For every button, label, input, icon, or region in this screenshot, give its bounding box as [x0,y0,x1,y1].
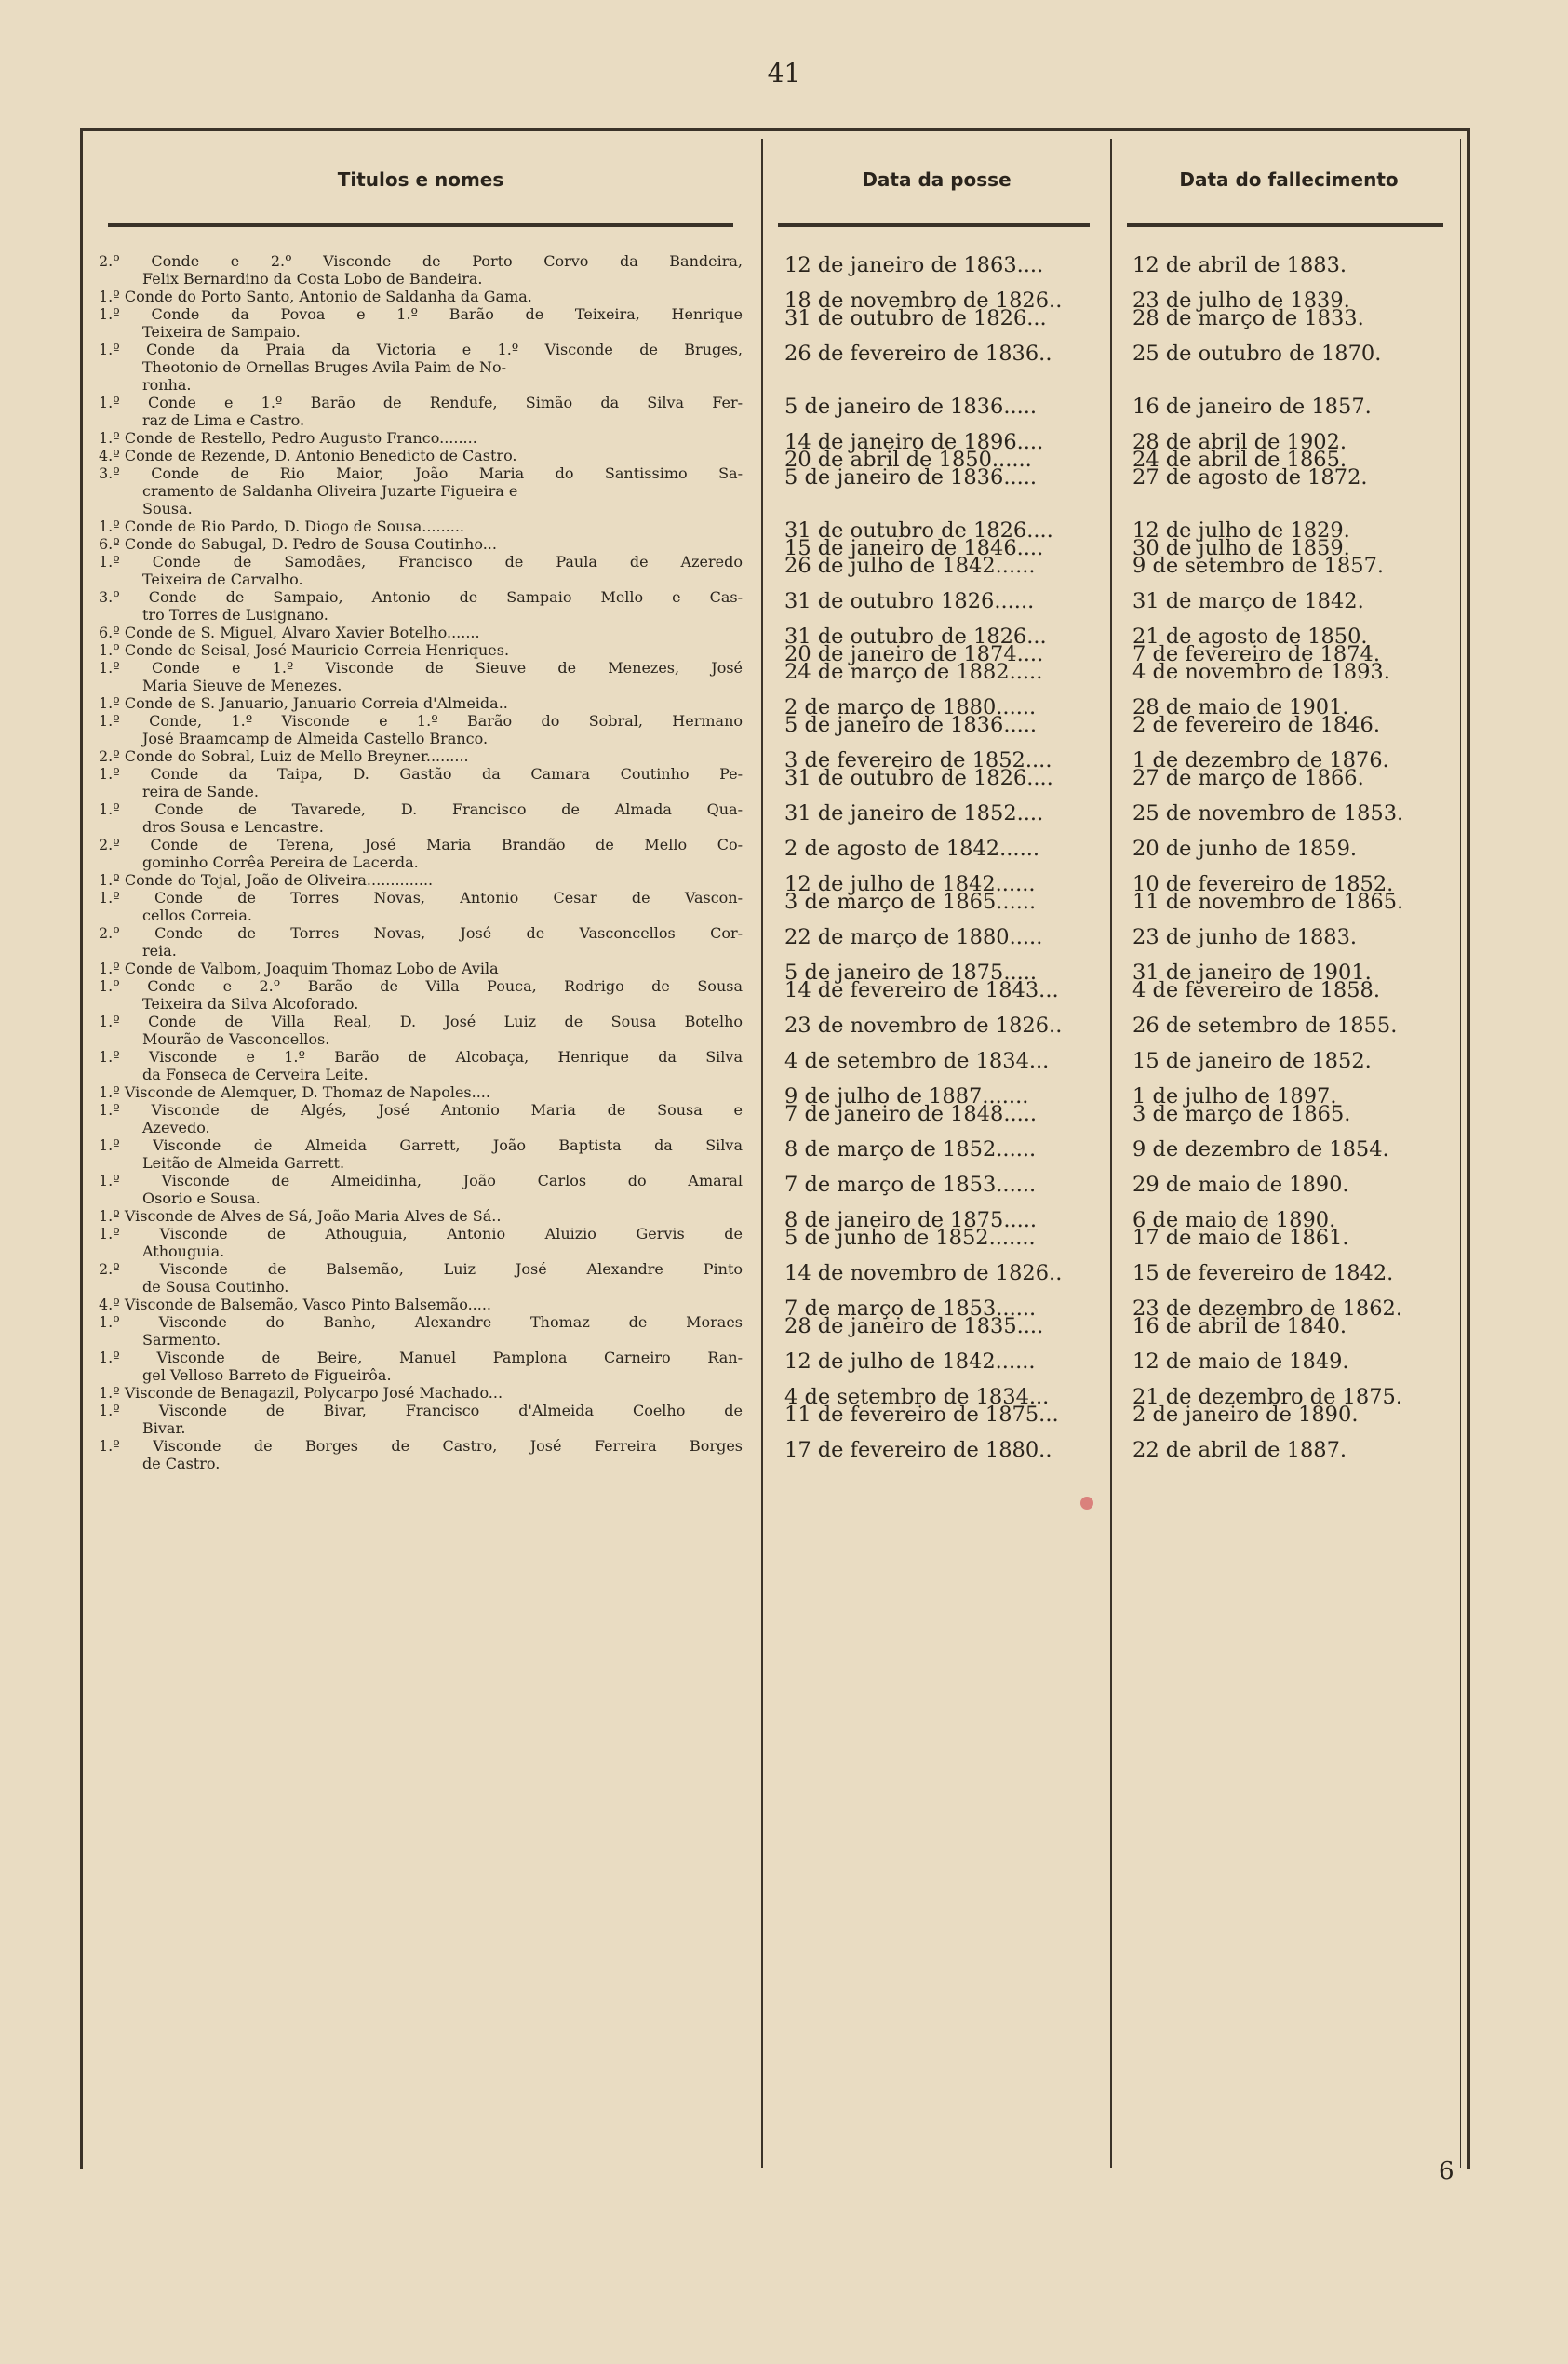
table-row [80,288,1470,313]
title-name-line: 4.º Visconde de Balsemão, Vasco Pinto Balsemão..... [99,1296,492,1313]
title-name-cell [99,1136,743,1172]
table-row [80,1172,1470,1207]
fallecimento-date-cell: 4 de fevereiro de 1858. [1132,978,1381,1002]
fallecimento-date-cell: 31 de março de 1842. [1132,589,1364,613]
ink-stain [1080,1497,1093,1510]
title-name-line: 1.º Visconde de Athouguia, Antonio Aluizio Gervis de [99,1225,743,1242]
table-row [80,1083,1470,1108]
table-row [80,1048,1470,1083]
fallecimento-date-cell: 12 de abril de 1883. [1132,253,1347,277]
table-row [80,394,1470,429]
title-name-line: 2.º Visconde de Balsemão, Luiz José Alexandre Pinto [99,1260,743,1278]
title-name-cell [99,1437,743,1472]
fallecimento-date-cell: 15 de fevereiro de 1842. [1132,1261,1394,1285]
title-name-line: 2.º Conde e 2.º Visconde de Porto Corvo da Bandeira, [99,252,743,270]
posse-date-cell: 23 de novembro de 1826.. [784,1014,1063,1038]
title-name-cell [99,1101,743,1136]
title-name-cell [99,1260,743,1296]
table-row [80,1296,1470,1321]
title-name-cell [99,712,743,747]
posse-date-cell: 17 de fevereiro de 1880.. [784,1438,1052,1462]
title-name-cell [99,394,743,429]
title-name-line: 1.º Conde do Porto Santo, Antonio de Saldanha da Gama. [99,288,532,305]
title-name-line: 1.º Conde, 1.º Visconde e 1.º Barão do Sobral, Hermano [99,712,743,730]
fallecimento-date-cell: 23 de junho de 1883. [1132,925,1358,949]
fallecimento-date-cell: 7 de fevereiro de 1874. [1132,642,1381,666]
table-row [80,305,1470,341]
table-row [80,1225,1470,1260]
title-name-line: 1.º Conde de Samodães, Francisco de Paula de Azeredo [99,553,743,571]
title-name-cell [99,765,743,800]
table-row [80,1313,1470,1349]
table-row [80,447,1470,472]
posse-date-cell: 20 de abril de 1850...... [784,448,1032,472]
fallecimento-date-cell: 28 de maio de 1901. [1132,695,1349,719]
title-name-cell [99,1296,743,1313]
title-name-line: 6.º Conde de S. Miguel, Alvaro Xavier Botelho....... [99,624,480,641]
posse-date-cell: 9 de julho de 1887....... [784,1084,1029,1108]
title-name-cell [99,1048,743,1083]
title-name-line: 1.º Conde da Taipa, D. Gastão da Camara Coutinho Pe- [99,765,743,783]
title-name-cell [99,694,743,712]
title-name-line: Osorio e Sousa. [142,1189,261,1207]
posse-date-cell: 11 de fevereiro de 1875... [784,1403,1059,1427]
title-name-cell [99,800,743,836]
posse-date-cell: 2 de agosto de 1842...... [784,837,1040,861]
fallecimento-date-cell: 27 de março de 1866. [1132,766,1364,790]
table-row [80,1260,1470,1296]
posse-date-cell: 4 de setembro de 1834... [784,1385,1050,1409]
fallecimento-date-cell: 4 de novembro de 1893. [1132,660,1390,684]
title-name-line: 1.º Conde da Praia da Victoria e 1.º Visconde de Bruges, [99,341,743,358]
table-row [80,836,1470,871]
title-name-cell [99,747,743,765]
table-row [80,712,1470,747]
table-row [80,960,1470,985]
table-frame [80,128,1470,2169]
posse-date-cell: 12 de janeiro de 1863.... [784,253,1044,277]
fallecimento-date-cell: 3 de março de 1865. [1132,1102,1351,1126]
title-name-cell [99,464,743,517]
title-name-line: 1.º Conde e 2.º Barão de Villa Pouca, Rodrigo de Sousa [99,977,743,995]
title-name-line: Bivar. [142,1419,186,1437]
title-name-line: 1.º Visconde de Algés, José Antonio Maria de Sousa e [99,1101,743,1119]
fallecimento-date-cell: 25 de outubro de 1870. [1132,342,1382,366]
posse-date-cell: 24 de março de 1882..... [784,660,1043,684]
table-row [80,588,1470,624]
posse-date-cell: 14 de janeiro de 1896.... [784,430,1044,454]
table-row [80,341,1470,394]
title-name-line: 1.º Visconde de Almeidinha, João Carlos do Amaral [99,1172,743,1189]
fallecimento-date-cell: 31 de janeiro de 1901. [1132,960,1372,985]
title-name-line: 6.º Conde do Sabugal, D. Pedro de Sousa Coutinho... [99,535,497,553]
table-row [80,252,1470,288]
title-name-line: Sousa. [142,500,193,517]
table-row [80,800,1470,836]
table-row [80,553,1470,588]
title-name-cell [99,871,743,889]
table-row [80,1013,1470,1048]
table-row [80,1384,1470,1409]
fallecimento-date-cell: 28 de março de 1833. [1132,306,1364,330]
title-name-cell [99,1225,743,1260]
title-name-line: Sarmento. [142,1331,221,1349]
title-name-line: 1.º Conde de Villa Real, D. José Luiz de Sousa Botelho [99,1013,743,1030]
title-name-cell [99,889,743,924]
fallecimento-date-cell: 30 de julho de 1859. [1132,536,1350,560]
title-name-line: 1.º Conde de Seisal, José Mauricio Correia Henriques. [99,641,510,659]
table-row [80,1437,1470,1472]
title-name-line: 2.º Conde de Torres Novas, José de Vasconcellos Cor- [99,924,743,942]
fallecimento-date-cell: 17 de maio de 1861. [1132,1226,1349,1250]
table-row [80,1402,1470,1437]
title-name-cell [99,836,743,871]
title-name-line: 1.º Conde e 1.º Visconde de Sieuve de Menezes, José [99,659,743,677]
posse-date-cell: 7 de março de 1853...... [784,1296,1037,1321]
title-name-line: 2.º Conde do Sobral, Luiz de Mello Breyner......... [99,747,469,765]
title-name-line: 1.º Conde do Tojal, João de Oliveira.............. [99,871,434,889]
posse-date-cell: 26 de fevereiro de 1836.. [784,342,1052,366]
title-name-line: José Braamcamp de Almeida Castello Branco. [142,730,489,747]
table-row [80,464,1470,517]
fallecimento-date-cell: 22 de abril de 1887. [1132,1438,1347,1462]
table-row [80,924,1470,960]
title-name-cell [99,1349,743,1384]
title-name-cell [99,429,743,447]
title-name-line: 1.º Conde de Restello, Pedro Augusto Franco........ [99,429,477,447]
posse-date-cell: 31 de outubro de 1826... [784,306,1047,330]
title-name-line: 1.º Conde de Valbom, Joaquim Thomaz Lobo de Avila [99,960,499,977]
title-name-line: gominho Corrêa Pereira de Lacerda. [142,853,419,871]
table-row [80,889,1470,924]
table-row [80,641,1470,666]
table-row [80,1349,1470,1384]
title-name-line: reia. [142,942,177,960]
title-name-cell [99,305,743,341]
posse-date-cell: 3 de março de 1865...... [784,890,1037,914]
title-name-line: Teixeira da Silva Alcoforado. [142,995,359,1013]
title-name-line: dros Sousa e Lencastre. [142,818,324,836]
title-name-cell [99,553,743,588]
fallecimento-date-cell: 1 de julho de 1897. [1132,1084,1337,1108]
title-name-line: Teixeira de Carvalho. [142,571,303,588]
title-name-line: reira de Sande. [142,783,259,800]
fallecimento-date-cell: 15 de janeiro de 1852. [1132,1049,1372,1073]
posse-date-cell: 4 de setembro de 1834... [784,1049,1050,1073]
table-row [80,429,1470,454]
title-name-cell [99,535,743,553]
fallecimento-date-cell: 25 de novembro de 1853. [1132,801,1404,826]
table-row [80,1101,1470,1136]
header-rule [108,223,733,227]
fallecimento-date-cell: 23 de dezembro de 1862. [1132,1296,1403,1321]
table-row [80,535,1470,560]
title-name-line: 1.º Visconde de Bivar, Francisco d'Almeida Coelho de [99,1402,743,1419]
title-name-line: 1.º Visconde de Almeida Garrett, João Baptista da Silva [99,1136,743,1154]
title-name-line: Teixeira de Sampaio. [142,323,301,341]
header-posse: Data da posse [862,168,1012,191]
title-name-cell [99,960,743,977]
title-name-line: 3.º Conde de Rio Maior, João Maria do Santissimo Sa- [99,464,743,482]
fallecimento-date-cell: 11 de novembro de 1865. [1132,890,1404,914]
table-row [80,1207,1470,1232]
title-name-cell [99,1207,743,1225]
title-name-line: da Fonseca de Cerveira Leite. [142,1066,369,1083]
title-name-line: 1.º Visconde de Beire, Manuel Pamplona Carneiro Ran- [99,1349,743,1366]
posse-date-cell: 14 de novembro de 1826.. [784,1261,1063,1285]
fallecimento-date-cell: 10 de fevereiro de 1852. [1132,872,1394,896]
table-row [80,659,1470,694]
fallecimento-date-cell: 2 de fevereiro de 1846. [1132,713,1381,737]
title-name-line: Maria Sieuve de Menezes. [142,677,342,694]
title-name-line: cellos Correia. [142,907,252,924]
title-name-cell [99,517,743,535]
title-name-cell [99,447,743,464]
title-name-cell [99,252,743,288]
title-name-line: Leitão de Almeida Garrett. [142,1154,345,1172]
posse-date-cell: 31 de outubro de 1826... [784,625,1047,649]
title-name-line: 1.º Visconde de Alemquer, D. Thomaz de Napoles.... [99,1083,490,1101]
posse-date-cell: 22 de março de 1880..... [784,925,1043,949]
fallecimento-date-cell: 24 de abril de 1865. [1132,448,1347,472]
title-name-line: tro Torres de Lusignano. [142,606,328,624]
table-row [80,747,1470,772]
title-name-line: 1.º Visconde de Borges de Castro, José Ferreira Borges [99,1437,743,1455]
title-name-line: 1.º Conde de Rio Pardo, D. Diogo de Sousa......... [99,517,464,535]
title-name-line: 3.º Conde de Sampaio, Antonio de Sampaio Mello e Cas- [99,588,743,606]
fallecimento-date-cell: 9 de dezembro de 1854. [1132,1137,1389,1162]
posse-date-cell: 15 de janeiro de 1846.... [784,536,1044,560]
fallecimento-date-cell: 26 de setembro de 1855. [1132,1014,1398,1038]
title-name-line: Athouguia. [142,1242,225,1260]
title-name-line: 2.º Conde de Terena, José Maria Brandão de Mello Co- [99,836,743,853]
title-name-line: gel Velloso Barreto de Figueirôa. [142,1366,392,1384]
header-rule [1127,223,1443,227]
title-name-cell [99,1402,743,1437]
title-name-line: 1.º Conde e 1.º Barão de Rendufe, Simão da Silva Fer- [99,394,743,411]
fallecimento-date-cell: 16 de janeiro de 1857. [1132,395,1372,419]
title-name-line: 1.º Conde de Torres Novas, Antonio Cesar de Vascon- [99,889,743,907]
table-row [80,977,1470,1013]
table-row [80,871,1470,896]
title-name-cell [99,341,743,394]
posse-date-cell: 5 de junho de 1852....... [784,1226,1036,1250]
title-name-line: ronha. [142,376,192,394]
fallecimento-date-cell: 6 de maio de 1890. [1132,1208,1336,1232]
title-name-line: 1.º Visconde de Alves de Sá, João Maria Alves de Sá.. [99,1207,502,1225]
posse-date-cell: 26 de julho de 1842...... [784,554,1036,578]
fallecimento-date-cell: 27 de agosto de 1872. [1132,465,1368,490]
title-name-cell [99,641,743,659]
posse-date-cell: 20 de janeiro de 1874.... [784,642,1044,666]
title-name-cell [99,924,743,960]
fallecimento-date-cell: 2 de janeiro de 1890. [1132,1403,1359,1427]
posse-date-cell: 5 de janeiro de 1836..... [784,713,1038,737]
posse-date-cell: 5 de janeiro de 1836..... [784,395,1038,419]
fallecimento-date-cell: 16 de abril de 1840. [1132,1314,1347,1338]
title-name-line: Felix Bernardino da Costa Lobo de Bandeira. [142,270,483,288]
title-name-line: Azevedo. [142,1119,210,1136]
title-name-cell [99,1013,743,1048]
posse-date-cell: 18 de novembro de 1826.. [784,289,1063,313]
table-row [80,517,1470,543]
title-name-cell [99,588,743,624]
header-fallecimento: Data do fallecimento [1179,168,1399,191]
table-row [80,624,1470,649]
fallecimento-date-cell: 21 de dezembro de 1875. [1132,1385,1403,1409]
title-name-line: de Sousa Coutinho. [142,1278,289,1296]
posse-date-cell: 2 de março de 1880...... [784,695,1037,719]
posse-date-cell: 8 de março de 1852...... [784,1137,1037,1162]
fallecimento-date-cell: 9 de setembro de 1857. [1132,554,1385,578]
header-rule [778,223,1090,227]
title-name-cell [99,977,743,1013]
title-name-line: Mourão de Vasconcellos. [142,1030,330,1048]
title-name-line: 1.º Visconde de Benagazil, Polycarpo José Machado... [99,1384,503,1402]
fallecimento-date-cell: 29 de maio de 1890. [1132,1173,1349,1197]
title-name-line: 1.º Visconde do Banho, Alexandre Thomaz de Moraes [99,1313,743,1331]
title-name-line: 4.º Conde de Rezende, D. Antonio Benedicto de Castro. [99,447,517,464]
title-name-cell [99,1083,743,1101]
posse-date-cell: 7 de janeiro de 1848..... [784,1102,1038,1126]
posse-date-cell: 31 de outubro de 1826.... [784,518,1053,543]
posse-date-cell: 5 de janeiro de 1875..... [784,960,1038,985]
page-number: 41 [767,58,801,88]
title-name-cell [99,624,743,641]
fallecimento-date-cell: 12 de julho de 1829. [1132,518,1350,543]
posse-date-cell: 8 de janeiro de 1875..... [784,1208,1038,1232]
title-name-line: 1.º Visconde e 1.º Barão de Alcobaça, Henrique da Silva [99,1048,743,1066]
fallecimento-date-cell: 12 de maio de 1849. [1132,1350,1349,1374]
posse-date-cell: 12 de julho de 1842...... [784,1350,1036,1374]
posse-date-cell: 31 de outubro de 1826.... [784,766,1053,790]
folio-number: 6 [1439,2157,1454,2185]
fallecimento-date-cell: 1 de dezembro de 1876. [1132,748,1389,772]
title-name-cell [99,1313,743,1349]
title-name-line: 1.º Conde de S. Januario, Januario Correia d'Almeida.. [99,694,508,712]
title-name-cell [99,288,743,305]
title-name-line: de Castro. [142,1455,221,1472]
fallecimento-date-cell: 23 de julho de 1839. [1132,289,1350,313]
table-row [80,694,1470,719]
posse-date-cell: 3 de fevereiro de 1852.... [784,748,1052,772]
posse-date-cell: 12 de julho de 1842...... [784,872,1036,896]
title-name-line: Theotonio de Ornellas Bruges Avila Paim de No- [142,358,507,376]
table-row [80,765,1470,800]
fallecimento-date-cell: 28 de abril de 1902. [1132,430,1347,454]
fallecimento-date-cell: 21 de agosto de 1850. [1132,625,1368,649]
title-name-line: 1.º Conde da Povoa e 1.º Barão de Teixeira, Henrique [99,305,743,323]
title-name-line: cramento de Saldanha Oliveira Juzarte Figueira e [142,482,518,500]
title-name-line: raz de Lima e Castro. [142,411,305,429]
title-name-cell [99,1384,743,1402]
header-titles: Titulos e nomes [337,168,504,191]
posse-date-cell: 5 de janeiro de 1836..... [784,465,1038,490]
title-name-cell [99,659,743,694]
table-row [80,1136,1470,1172]
title-name-cell [99,1172,743,1207]
posse-date-cell: 7 de março de 1853...... [784,1173,1037,1197]
title-name-line: 1.º Conde de Tavarede, D. Francisco de Almada Qua- [99,800,743,818]
posse-date-cell: 31 de janeiro de 1852.... [784,801,1044,826]
posse-date-cell: 28 de janeiro de 1835.... [784,1314,1044,1338]
posse-date-cell: 14 de fevereiro de 1843... [784,978,1059,1002]
posse-date-cell: 31 de outubro 1826...... [784,589,1035,613]
fallecimento-date-cell: 20 de junho de 1859. [1132,837,1358,861]
table-body [80,252,1470,1472]
